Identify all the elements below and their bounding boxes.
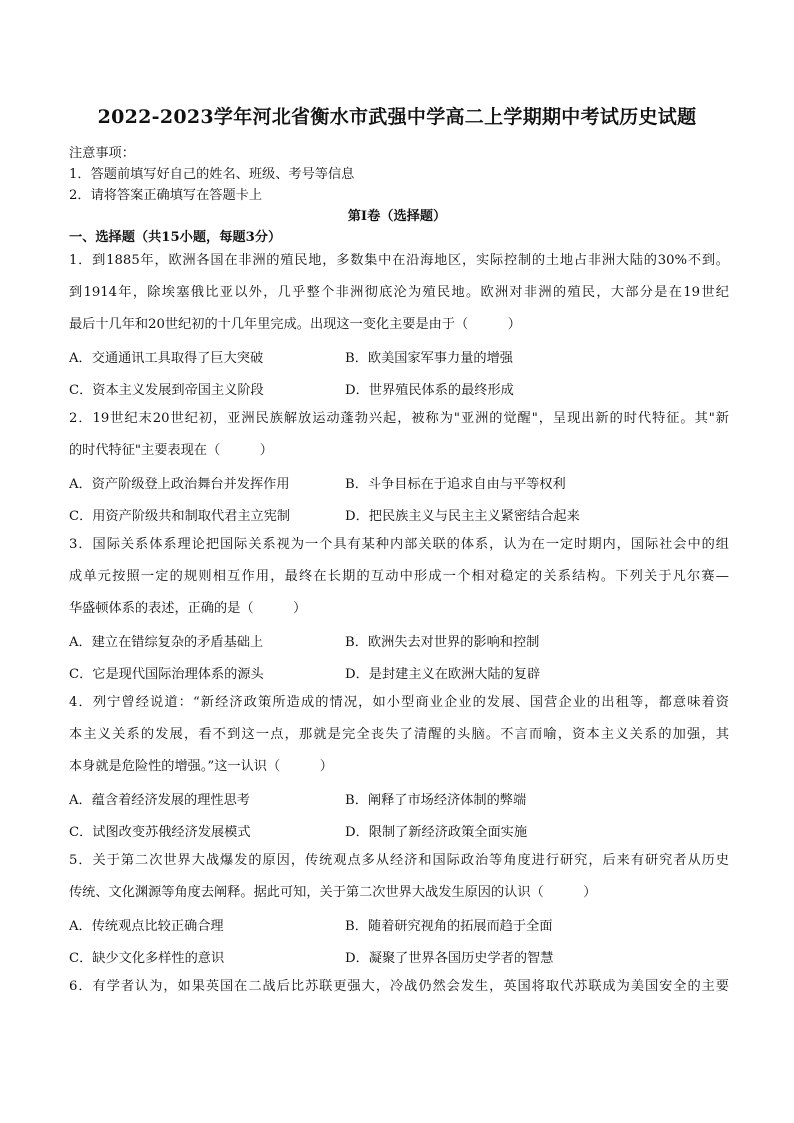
- question-2-option-a[interactable]: A．资产阶级登上政治舞台并发挥作用: [69, 477, 290, 492]
- question-4-option-d[interactable]: D．限制了新经济政策全面实施: [345, 825, 528, 840]
- question-3-line: 3．国际关系体系理论把国际关系视为一个具有某种内部关联的体系，认为在一定时期内，国际社会中的组: [69, 537, 729, 552]
- notice-item: 1．答题前填写好自己的姓名、班级、考号等信息: [69, 167, 355, 182]
- question-4-option-a[interactable]: A．蕴含着经济发展的理性思考: [69, 793, 250, 808]
- notice-heading: 注意事项：: [69, 146, 135, 161]
- question-5-option-b[interactable]: B．随着研究视角的拓展而趋于全面: [345, 919, 553, 934]
- question-2-line: 的时代特征"主要表现在（ ）: [69, 443, 273, 458]
- question-5-line: 传统、文化渊源等角度去阐释。据此可知，关于第二次世界大战发生原因的认识（ ）: [69, 885, 597, 900]
- question-1-line: 到1914年，除埃塞俄比亚以外，几乎整个非洲彻底沦为殖民地。欧洲对非洲的殖民，大部分是在19世纪: [69, 285, 729, 300]
- question-5-line: 5．关于第二次世界大战爆发的原因，传统观点多从经济和国际政治等角度进行研究，后来有研究者从历史: [69, 853, 729, 868]
- section-title: 一、选择题（共15小题，每题3分）: [69, 230, 282, 245]
- question-5-option-a[interactable]: A．传统观点比较正确合理: [69, 919, 224, 934]
- page-title: 2022-2023学年河北省衡水市武强中学高二上学期期中考试历史试题: [97, 106, 697, 128]
- question-1-option-a[interactable]: A．交通通讯工具取得了巨大突破: [69, 351, 264, 366]
- question-6-line: 6．有学者认为，如果英国在二战后比苏联更强大，冷战仍然会发生，英国将取代苏联成为美国安全的主要: [69, 979, 729, 994]
- question-1-option-d[interactable]: D．世界殖民体系的最终形成: [345, 383, 514, 398]
- question-4-line: 本主义关系的发展，看不到这一点，那就是完全丧失了清醒的头脑。不言而喻，资本主义关系的加强，其: [69, 727, 729, 742]
- question-2-option-d[interactable]: D．把民族主义与民主主义紧密结合起来: [345, 509, 580, 524]
- question-2-option-c[interactable]: C．用资产阶级共和制取代君主立宪制: [69, 509, 291, 524]
- question-1-option-b[interactable]: B．欧美国家军事力量的增强: [345, 351, 513, 366]
- question-3-option-a[interactable]: A．建立在错综复杂的矛盾基础上: [69, 635, 264, 650]
- notice-item: 2．请将答案正确填写在答题卡上: [69, 188, 263, 203]
- question-5-option-c[interactable]: C．缺少文化多样性的意识: [69, 951, 225, 966]
- question-1-option-c[interactable]: C．资本主义发展到帝国主义阶段: [69, 383, 264, 398]
- question-1-line: 1．到1885年，欧洲各国在非洲的殖民地，多数集中在沿海地区，实际控制的土地占非洲大陆的30%不到。: [69, 253, 729, 268]
- question-4-option-c[interactable]: C．试图改变苏俄经济发展模式: [69, 825, 251, 840]
- question-3-option-c[interactable]: C．它是现代国际治理体系的源头: [69, 667, 264, 682]
- question-3-option-d[interactable]: D．是封建主义在欧洲大陆的复辟: [345, 667, 541, 682]
- question-4-option-b[interactable]: B．阐释了市场经济体制的弊端: [345, 793, 527, 808]
- part-title: 第I卷（选择题）: [347, 209, 447, 224]
- question-3-option-b[interactable]: B．欧洲失去对世界的影响和控制: [345, 635, 540, 650]
- question-3-line: 成单元按照一定的规则相互作用，最终在长期的互动中形成一个相对稳定的关系结构。下列关于凡尔赛—: [69, 569, 729, 584]
- question-1-line: 最后十几年和20世纪初的十几年里完成。出现这一变化主要是由于（ ）: [69, 317, 521, 332]
- question-4-line: 4．列宁曾经说道：“新经济政策所造成的情况，如小型商业企业的发展、国营企业的出租等，都意味着资: [69, 695, 729, 710]
- question-5-option-d[interactable]: D．凝聚了世界各国历史学者的智慧: [345, 951, 554, 966]
- question-4-line: 本身就是危险性的增强。”这一认识（ ）: [69, 759, 333, 774]
- question-2-line: 2．19世纪末20世纪初，亚洲民族解放运动蓬勃兴起，被称为"亚洲的觉醒"，呈现出新的时代特征。其"新: [69, 411, 729, 426]
- question-3-line: 华盛顿体系的表述，正确的是（ ）: [69, 601, 307, 616]
- question-2-option-b[interactable]: B．斗争目标在于追求自由与平等权利: [345, 477, 566, 492]
